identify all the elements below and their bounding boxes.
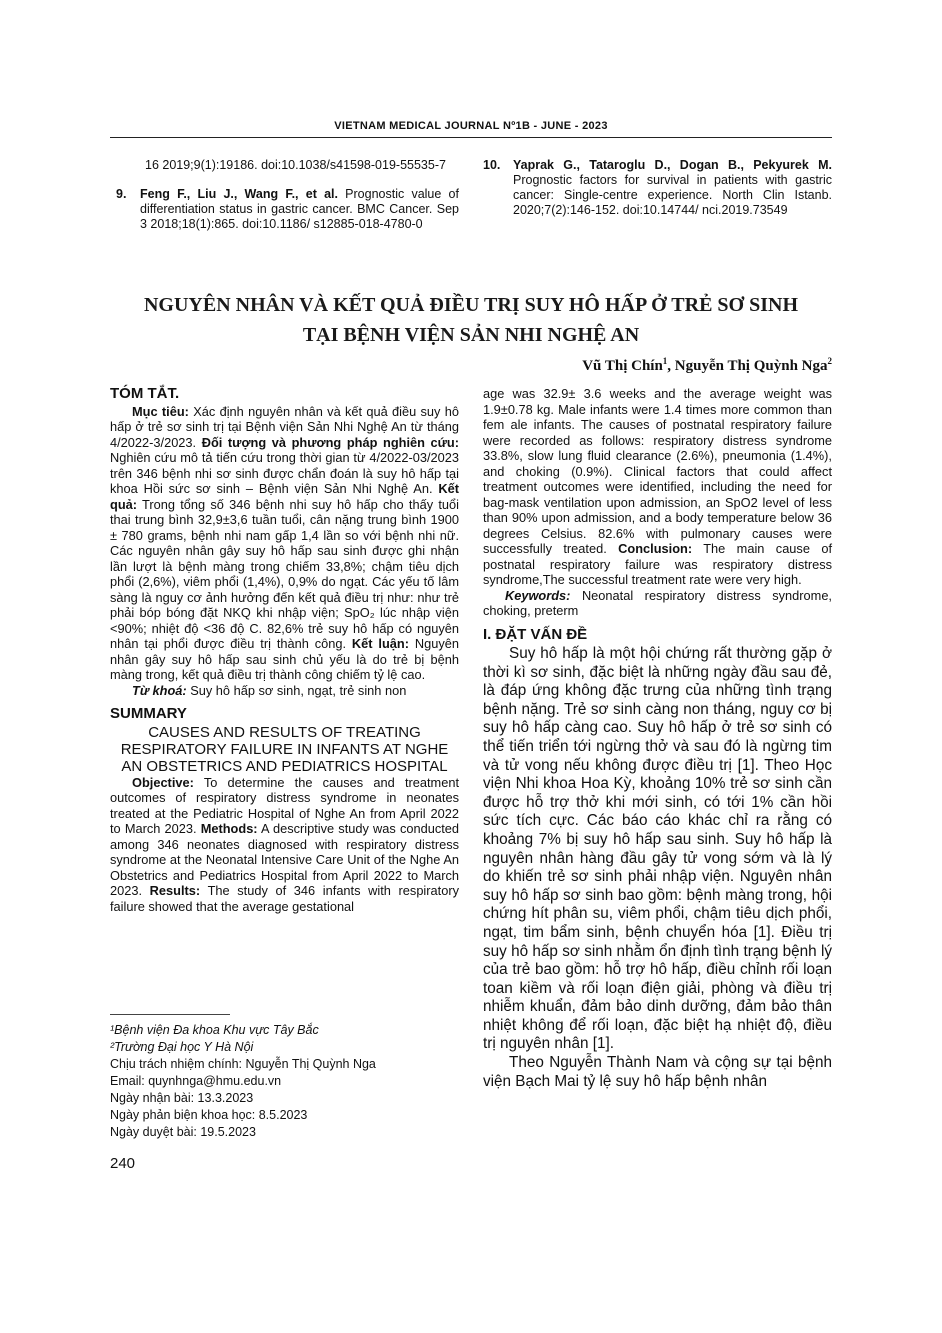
abstract-en-continued: age was 32.9± 3.6 weeks and the average weight was 1.9±0.78 kg. Male infants were 1.4 times more common than fem ale infants. The causes of postnatal respiratory failure were recorded as follows: respiratory distress syndrome 33.8%, slow lung fluid clearance (2.6%), pneumonia (1.4%), and choking (0.9%). Clinical factors that could affect treatment outcomes were identified, including the need for bag-mask ventilation upon admission, an SpO2 level of less than 90% upon admission, and a body temperature below 36 degrees Celsius. 82.6% with pulmonary causes were successfully treated. Conclusion: The main cause of postnatal respiratory failure was respiratory distress syndrome,The successful treatment rate were very high. [483, 386, 832, 587]
intro-paragraph: Suy hô hấp là một hội chứng rất thường gặp ở thời kì sơ sinh, đặc biệt là những ngày đầu sau đẻ, là đáp ứng không đặc trưng của những tình trạng bệnh nặng. Trẻ sơ sinh càng non tháng, nguy cơ bị suy hô hấp càng cao. Suy hô hấp ở trẻ sơ sinh có thể tiến triển tới ngừng thở và sau đó là ngừng tim và tử vong nếu không được điều trị [1]. Theo Học viện Nhi khoa Hoa Kỳ, khoảng 10% trẻ sơ sinh cần được hỗ trợ thở khi mới sinh, có tới 1% cần hồi sức tích cực. Các báo cáo khác chỉ ra rằng có khoảng 7% bị suy hô hấp sau sinh. Suy hô hấp là nguyên nhân hàng đầu gây tử vong sớm và là lý do khiến trẻ sơ sinh phải nhập viện. Nguyên nhân suy hô hấp sơ sinh bao gồm: bệnh màng trong, hội chứng hít phân su, viêm phổi, chậm tiêu dịch phổi, ngạt, tim bẩm sinh, bệnh chuyển hóa [1]. Điều trị suy hô hấp sơ sinh nhằm ổn định tình trạng bệnh lý của trẻ bao gồm: hỗ trợ hô hấp, điều chỉnh rối loạn toan kiềm và rối loạn điện giải, phòng và điều trị nhiễm khuẩn, đảm bảo dinh dưỡng, đảm bảo thân nhiệt không để rối loạn, đặc biệt hạ nhiệt độ, điều trị nguyên nhân [1]. [483, 645, 832, 1053]
page-number: 240 [110, 1155, 136, 1172]
corresponding-author: Chịu trách nhiệm chính: Nguyễn Thị Quỳnh Nga [110, 1057, 376, 1071]
abstract-heading: TÓM TẮT. [110, 385, 180, 402]
reference-authors: Feng F., Liu J., Wang F., et al. [140, 187, 338, 201]
summary-heading: SUMMARY [110, 705, 187, 722]
left-column [110, 386, 459, 914]
abstract-en: Objective: To determine the causes and treatment outcomes of respiratory distress syndrome in neonates treated at the Pediatric Hospital of Nghe An from April 2022 to March 2023. Methods: A descriptive study was conducted among 346 neonates diagnosed with respiratory distress syndrome at the Neonatal Intensive Care Unit of the Nghe An Obstetrics and Pediatrics Hospital from April 2022 to March 2023. Results: The study of 346 infants with respiratory failure showed that the average gestational [110, 774, 460, 914]
abstract-vi: Mục tiêu: Xác định nguyên nhân và kết quả điều suy hô hấp ở trẻ sơ sinh trị tại Bệnh viện Sản Nhi Nghệ An từ tháng 4/2022-3/2023. Đối tượng và phương pháp nghiên cứu: Nghiên cứu mô tả tiến cứu trong thời gian từ 4/2022-03/2023 trên 346 bệnh nhi sơ sinh được chẩn đoán là suy hô hấp tại khoa Hồi sức sơ sinh – Bệnh viện Sản Nhi Nghệ An. Kết quả: Trong tổng số 346 bệnh nhi suy hô hấp cho thấy tuổi thai trung bình 32,9±3,6 tuần tuổi, cân nặng trung bình 1900 ± 780 grams, bệnh nhi nam gấp 1,4 lần so với bệnh nhi nữ. Các nguyên nhân gây suy hô hấp sau sinh được ghi nhận lần lượt là bệnh màng trong chiếm 33,8%; chậm tiêu dịch phổi (2,6%), viêm phổi (1,4%), 0,9% do ngạt. Các yếu tố lâm sàng là nguy cơ ảnh hưởng đến kết quả điều trị như: như trẻ phải bóp bóng đặt NKQ khi nhập viện; SpO₂ lúc nhập viện <90%; nhiệt độ <36 độ C. 82,6% trẻ suy hô hấp có nguyên nhân tại phổi được điều trị thành công. Kết luận: Nguyên nhân gây suy hô hấp sau sinh chủ yếu là do trẻ bị bệnh màng trong, kết quả điều trị thành công chiếm tỷ lệ cao. [110, 403, 459, 682]
right-column [483, 386, 832, 1091]
footnote-rule [110, 1014, 230, 1015]
reference-text: Prognostic value of differentiation status in gastric cancer. BMC Cancer. Sep 3 2018;18(1):865. doi:10.1186/ s12885-018-4780-0 [140, 187, 459, 231]
section-heading: I. ĐẶT VẤN ĐỀ [483, 625, 588, 643]
title-line-1: NGUYÊN NHÂN VÀ KẾT QUẢ ĐIỀU TRỊ SUY HÔ HẤP Ở TRẺ SƠ SINH [143, 294, 798, 316]
footnotes [110, 1022, 376, 1141]
keywords-vi: Từ khoá: Suy hô hấp sơ sinh, ngạt, trẻ sinh non [132, 682, 407, 698]
journal-header: VIETNAM MEDICAL JOURNAL Nº1B - JUNE - 2023 [334, 120, 608, 132]
authors: Vũ Thị Chín$^1$, Nguyễn Thị Quỳnh Nga$^2$ [582, 356, 832, 374]
reference-number: 10. [483, 158, 501, 172]
reference-text: Prognostic factors for survival in patients with gastric cancer: Single-centre experience. North Clin Istanb. 2020;7(2):146-152. doi:10.14744/ nci.2019.73549 [513, 173, 832, 217]
affiliation-2: ²Trường Đại học Y Hà Nội [110, 1040, 254, 1054]
affiliation-1: ¹Bệnh viện Đa khoa Khu vực Tây Bắc [110, 1023, 319, 1037]
reference-9 [110, 187, 459, 232]
email: Email: quynhnga@hmu.edu.vn [110, 1074, 282, 1088]
date-reviewed: Ngày phản biện khoa học: 8.5.2023 [110, 1108, 308, 1122]
title-line-2: TẠI BỆNH VIỆN SẢN NHI NGHỆ AN [302, 324, 640, 346]
summary-title: CAUSES AND RESULTS OF TREATING RESPIRATORY FAILURE IN INFANTS AT NGHE AN OBSTETRICS AND PEDIATRICS HOSPITAL [120, 723, 449, 775]
reference-10 [483, 158, 832, 218]
reference-number: 9. [116, 187, 127, 201]
author-2: Nguyễn Thị Quỳnh Nga [674, 358, 828, 374]
author-1: Vũ Thị Chín [582, 358, 663, 374]
date-received: Ngày nhận bài: 13.3.2023 [110, 1091, 254, 1105]
article-title [110, 290, 832, 350]
reference-continuation: 16 2019;9(1):19186. doi:10.1038/s41598-019-55535-7 [145, 158, 446, 172]
keywords-en: Keywords: Neonatal respiratory distress syndrome, choking, preterm [483, 587, 832, 618]
date-approved: Ngày duyệt bài: 19.5.2023 [110, 1125, 256, 1139]
reference-authors: Yaprak G., Tataroglu D., Dogan B., Pekyurek M. [513, 158, 832, 172]
intro-body [483, 645, 832, 1091]
header-rule [110, 137, 832, 138]
intro-paragraph: Theo Nguyễn Thành Nam và cộng sự tại bệnh viện Bạch Mai tỷ lệ suy hô hấp bệnh nhân [483, 1054, 832, 1090]
